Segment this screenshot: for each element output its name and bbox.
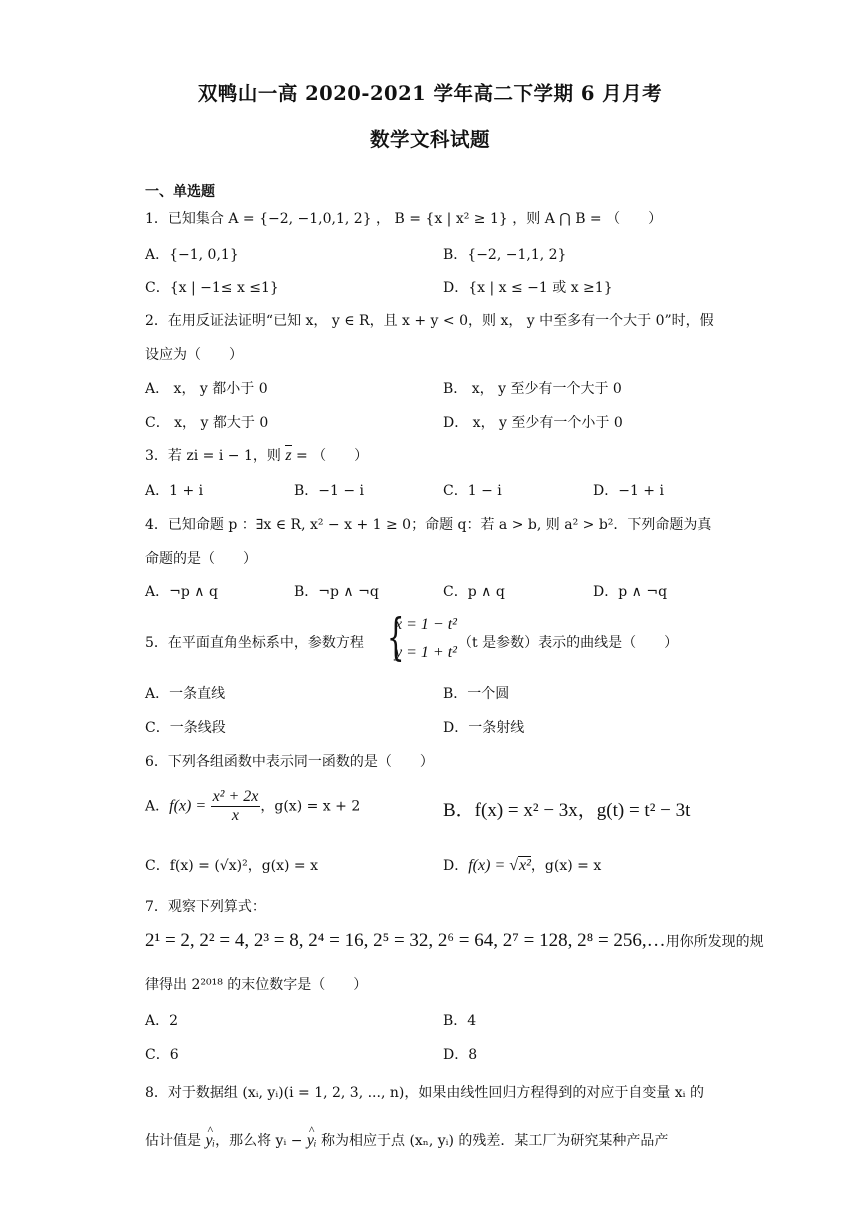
question-3-option-c: C．1 − i — [443, 483, 502, 499]
exam-subtitle: 数学文科试题 — [369, 128, 490, 151]
question-7-option-d: D．8 — [443, 1047, 478, 1063]
question-1-text: 1．已知集合 A = {−2, −1,0,1, 2} ， B = {x | x² ≥ 1} ，则 A ⋂ B = （ ） — [145, 211, 663, 227]
question-3-text — [145, 445, 368, 465]
question-8-pre: 估计值是 — [145, 1133, 206, 1149]
question-7-text: 7．观察下列算式： — [145, 899, 266, 915]
question-4-option-a: A．¬p ∧ q — [145, 584, 218, 600]
question-4-option-d: D．p ∧ ¬q — [593, 584, 668, 600]
question-3-tail: = （ ） — [291, 448, 369, 464]
power-series-tail: 用你所发现的规 — [665, 934, 764, 950]
parametric-eq-y: y = 1 + t² — [395, 644, 457, 661]
question-5-option-b: B．一个圆 — [443, 686, 510, 702]
question-5-option-a: A．一条直线 — [145, 686, 226, 702]
question-4-text-cont: 命题的是（ ） — [145, 551, 257, 567]
power-series — [145, 930, 764, 952]
parametric-system — [387, 608, 467, 670]
question-6-text: 6．下列各组函数中表示同一函数的是（ ） — [145, 754, 434, 770]
fraction-numerator: x² + 2x — [212, 788, 259, 805]
y-hat: ^ yᵢ — [205, 1132, 215, 1150]
question-1-option-d: D．{x | x ≤ −1 或 x ≥1} — [443, 280, 613, 296]
question-5-tail: （t 是参数）表示的曲线是（ ） — [458, 635, 679, 651]
fraction-denominator: x — [231, 807, 240, 824]
exam-title: 双鸭山一高 2020-2021 学年高二下学期 6 月月考 — [197, 82, 663, 105]
question-7-option-c: C．6 — [145, 1047, 179, 1063]
question-8-text: 8．对于数据组 (xᵢ, yᵢ)(i = 1, 2, 3, ..., n)，如果由线性回归方程得到的对应于自变量 xᵢ 的 — [145, 1085, 704, 1101]
question-8-mid: ，那么将 yᵢ − — [215, 1133, 307, 1149]
y-hat: ^ yᵢ — [307, 1132, 317, 1150]
question-1-option-a: A．{−1, 0,1} — [145, 247, 239, 263]
question-7-option-b: B．4 — [443, 1013, 477, 1029]
question-5-option-c: C．一条线段 — [145, 720, 226, 736]
radicand: x² — [519, 857, 531, 874]
question-2-option-b: B． x， y 至少有一个大于 0 — [443, 381, 622, 397]
question-6-option-d — [443, 855, 601, 875]
section-heading: 一、单选题 — [145, 184, 215, 200]
question-1-option-b: B．{−2, −1,1, 2} — [443, 247, 567, 263]
question-3-stem: 3．若 zi = i − 1，则 — [145, 448, 286, 464]
question-4-option-c: C．p ∧ q — [443, 584, 505, 600]
question-8-post: 称为相应于点 (xₙ, yᵢ) 的残差．某工厂为研究某种产品产 — [316, 1133, 669, 1149]
question-3-option-b: B．−1 − i — [294, 483, 365, 499]
question-5-option-d: D．一条射线 — [443, 720, 525, 736]
question-2-option-a: A． x， y 都小于 0 — [145, 381, 268, 397]
function-g: ，g(x) = x — [530, 858, 602, 874]
question-7-option-a: A．2 — [145, 1013, 179, 1029]
question-3-option-d: D．−1 + i — [593, 483, 664, 499]
parametric-eq-x: x = 1 − t² — [395, 616, 457, 633]
question-4-option-b: B．¬p ∧ ¬q — [294, 584, 379, 600]
brace-glyph: { — [387, 608, 405, 666]
question-2-text: 2．在用反证法证明“已知 x， y ∈ R，且 x + y < 0，则 x， y 中至多有一个大于 0”时，假 — [145, 313, 714, 329]
question-6-option-b: B．f(x) = x² − 3x，g(t) = t² − 3t — [443, 800, 691, 821]
question-2-text-cont: 设应为（ ） — [145, 347, 243, 363]
fraction — [211, 788, 261, 825]
question-2-option-c: C． x， y 都大于 0 — [145, 415, 269, 431]
option-a-label: A． — [145, 798, 170, 815]
function-g: ，g(x) = x + 2 — [260, 798, 361, 815]
question-7-text-cont: 律得出 2²⁰¹⁸ 的末位数字是（ ） — [145, 977, 368, 993]
function-f: f(x) = √ — [468, 857, 519, 874]
question-6-option-a — [145, 788, 360, 825]
question-2-option-d: D． x， y 至少有一个小于 0 — [443, 415, 623, 431]
question-4-text: 4．已知命题 p ：∃x ∈ R, x² − x + 1 ≥ 0；命题 q：若 a > b, 则 a² > b²．下列命题为真 — [145, 517, 712, 533]
question-6-option-c: C．f(x) = (√x)²，g(x) = x — [145, 858, 319, 874]
question-1-option-c: C．{x | −1≤ x ≤1} — [145, 280, 279, 296]
conjugate-z: z — [285, 447, 292, 464]
question-3-option-a: A．1 + i — [145, 483, 204, 499]
question-5-stem: 5．在平面直角坐标系中，参数方程 — [145, 635, 364, 651]
function-f: f(x) = — [169, 797, 207, 815]
option-d-label: D． — [443, 858, 469, 874]
power-series-values: 2¹ = 2, 2² = 4, 2³ = 8, 2⁴ = 16, 2⁵ = 32, 2⁶ = 64, 2⁷ = 128, 2⁸ = 256,… — [145, 930, 666, 951]
question-8-text-cont — [145, 1130, 668, 1150]
